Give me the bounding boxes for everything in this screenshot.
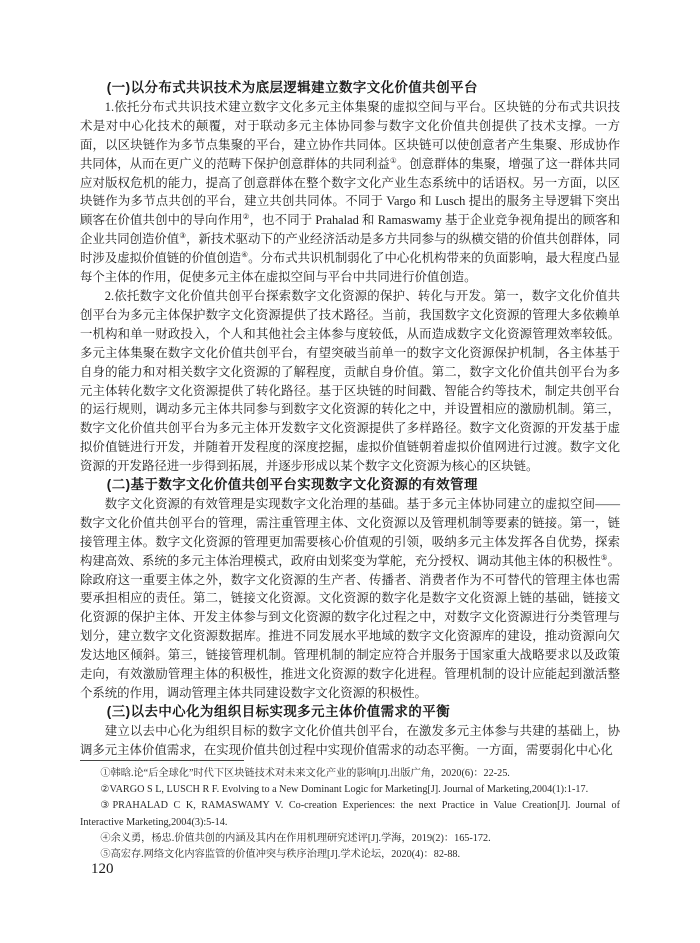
footnote-3: ③PRAHALAD C K, RAMASWAMY V. Co-creation Experiences: the next Practice in Value Creation[J]. Journal of Interactive Marketing,2004(3):5-14.: [80, 800, 620, 828]
section-3-heading: (三)以去中心化为组织目标实现多元主体价值需求的平衡: [106, 703, 451, 719]
section-1-paragraph-1: 1.依托分布式共识技术建立数字文化多元主体集聚的虚拟空间与平台。区块链的分布式共识技术是对中心化技术的颠覆，对于联动多元主体协同参与数字文化价值共创提供了技术支撑。一方面，以区块链作为多节点集聚的平台，建立协作共同体。区块链可以使创意者产生集聚、形成协作共同体，从而在更广义的范畴下保护创意群体的共同利益①。创意群体的集聚，增强了这一群体共同应对版权危机的能力，提高了创意群体在整个数字文化产业生态系统中的话语权。另一方面，以区块链作为多节点共创的平台，建立共创共同体。不同于 Vargo 和 Lusch 提出的服务主导逻辑下突出顾客在价值共创中的导向作用②，也不同于 Prahalad 和 Ramaswamy 基于企业竞争视角提出的顾客和企业共同创造价值③，新技术驱动下的产业经济活动是多方共同参与的纵横交错的价值共创群体，同时涉及虚拟价值链的价值创造④。分布式共识机制弱化了中心化机构带来的负面影响，最大程度凸显每个主体的作用，促使多元主体在虚拟空间与平台中共同进行价值创造。: [80, 99, 621, 285]
section-1-paragraph-2: 2.依托数字文化价值共创平台探索数字文化资源的保护、转化与开发。第一，数字文化价值共创平台为多元主体保护数字文化资源提供了技术路径。当前，我国数字文化资源的管理大多依赖单一机构和单一财政投入，个人和其他社会主体参与度较低，从而造成数字文化资源管理效率较低。多元主体集聚在数字文化价值共创平台，有望突破当前单一的数字文化资源保护机制，各主体基于自身的能力和对相关数字文化资源的了解程度，贡献自身价值。第二，数字文化价值共创平台为多元主体转化数字文化资源提供了转化路径。基于区块链的时间戳、智能合约等技术，制定共创平台的运行规则，调动多元主体共同参与到数字文化资源的转化之中，并设置相应的激励机制。第三，数字文化价值共创平台为多元主体开发数字文化资源提供了多样路径。数字文化资源的开发基于虚拟价值链进行开发，并随着开发程度的深度挖掘，虚拟价值链朝着虚拟价值网进行过渡。数字文化资源的开发路径进一步得到拓展，并逐步形成以某个数字文化资源为核心的区块链。: [80, 288, 620, 474]
footnote-area: [80, 760, 620, 863]
section-2-paragraph-1: 数字文化资源的有效管理是实现数字文化治理的基础。基于多元主体协同建立的虚拟空间——数字文化价值共创平台的管理，需注重管理主体、文化资源以及管理机制等要素的链接。第一，链接管理主体。数字文化资源的管理更加需要核心价值观的引领，吸纳多元主体发挥各自优势，探索构建高效、系统的多元主体治理模式，政府由划桨变为掌舵，充分授权、调动其他主体的积极性⑤。除政府这一重要主体之外，数字文化资源的生产者、传播者、消费者作为不可替代的管理主体也需要承担相应的责任。第二，链接文化资源。文化资源的数字化是数字文化资源上链的基础，链接文化资源的保护主体、开发主体参与到文化资源的数字化过程之中，对数字文化资源进行分类管理与划分，建立数字文化资源数据库。推进不同发展水平地域的数字文化资源库的建设，推动资源向欠发达地区倾斜。第三，链接管理机制。管理机制的制定应符合并服务于国家重大战略要求以及政策走向，有效激励管理主体的积极性，推进文化资源的数字化进程。管理机制的设计应能起到激活整个系统的作用，调动管理主体共同建设数字文化资源的积极性。: [80, 496, 620, 700]
footnote-2: ②VARGO S L, LUSCH R F. Evolving to a New Dominant Logic for Marketing[J]. Journal of Marketing,2004(1):1-17.: [100, 784, 589, 796]
footnote-4: ④余义勇，杨忠.价值共创的内涵及其内在作用机理研究述评[J].学海，2019(2)：165-172.: [100, 832, 491, 844]
section-3-paragraph-1: 建立以去中心化为组织目标的数字文化价值共创平台，在激发多元主体参与共建的基础上，协调多元主体价值需求，在实现价值共创过程中实现价值需求的动态平衡。一方面，需要弱化中心化: [80, 723, 620, 757]
footnote-separator-rule: [80, 760, 244, 761]
section-1-heading: (一)以分布式共识技术为底层逻辑建立数字文化价值共创平台: [106, 80, 478, 95]
body-text: [80, 79, 620, 760]
footnote-5: ⑤高宏存.网络文化内容监管的价值冲突与秩序治理[J].学术论坛，2020(4)：82-88.: [100, 849, 461, 861]
page-number: 120: [91, 861, 114, 877]
footnote-1: ①韩晗.论“后全球化”时代下区块链技术对未来文化产业的影响[J].出版广角，2020(6)：22-25.: [100, 768, 510, 779]
section-2-heading: (二)基于数字文化价值共创平台实现数字文化资源的有效管理: [106, 477, 478, 493]
